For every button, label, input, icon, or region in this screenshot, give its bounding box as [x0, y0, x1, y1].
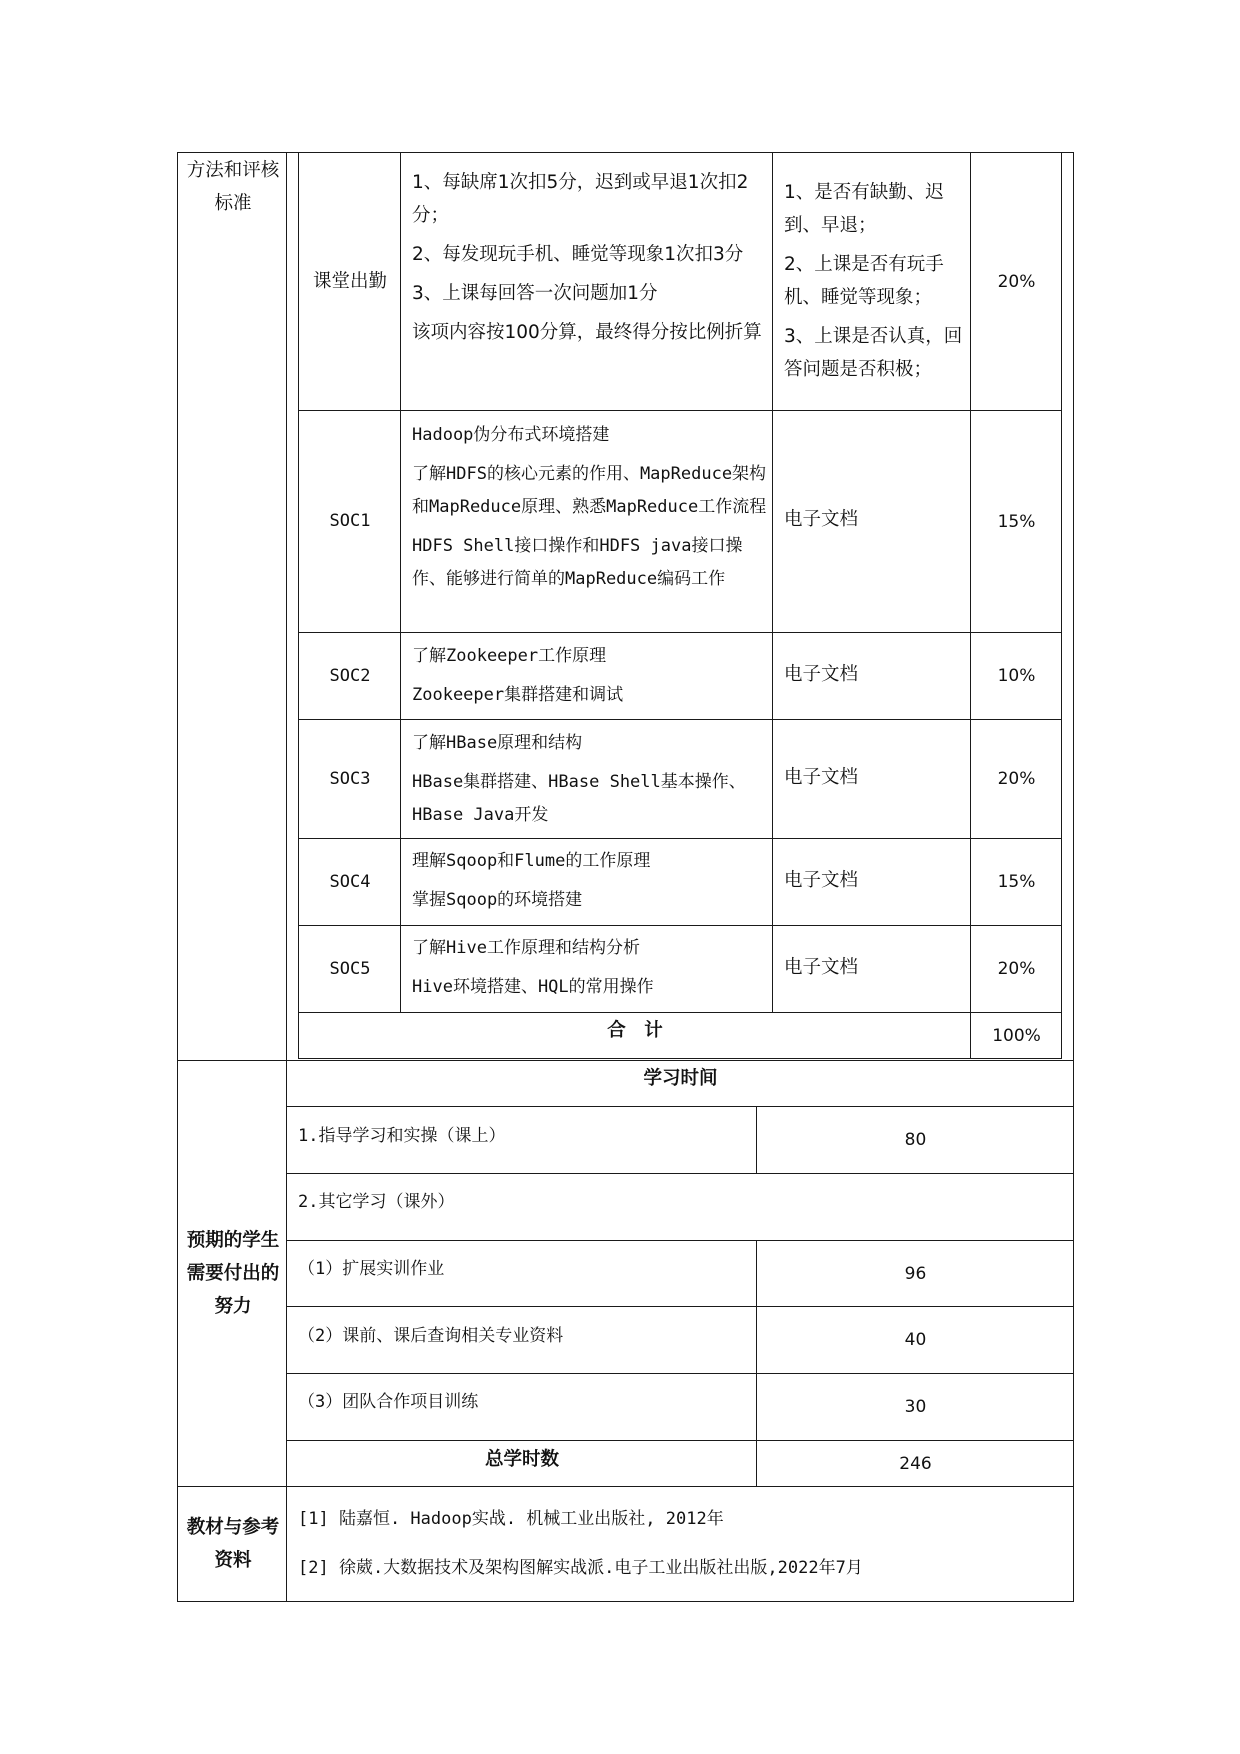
row-method: 电子文档: [784, 870, 859, 891]
method-line: 1、是否有缺勤、迟到、早退；: [784, 182, 944, 236]
nested-row-5: [298, 925, 1062, 926]
row-weight: 20%: [997, 769, 1036, 789]
row-weight: 15%: [997, 872, 1036, 892]
content-line: 1、每缺席1次扣5分，迟到或早退1次扣2分；: [412, 172, 749, 226]
nested-col-3: [970, 152, 971, 1058]
row-name: SOC3: [329, 768, 371, 789]
row-name: SOC1: [329, 511, 371, 531]
references-section-label: 教材与参考资料: [186, 1517, 280, 1571]
list-item: [1] 陆嘉恒. Hadoop实战. 机械工业出版社, 2012年: [298, 1509, 724, 1529]
effort-col-line: [756, 1106, 757, 1173]
effort-value: 80: [904, 1130, 927, 1150]
row-name: SOC5: [329, 958, 371, 979]
table-left-border: [177, 152, 178, 1602]
list-item: （1）扩展实训作业: [298, 1259, 445, 1279]
table-row: [300, 411, 400, 632]
content-line: 了解Zookeeper工作原理: [412, 646, 607, 666]
nested-row-1: [298, 410, 1062, 411]
effort-value: 96: [904, 1263, 927, 1284]
row-weight: 10%: [997, 666, 1036, 686]
row-method: 电子文档: [784, 664, 859, 685]
row-name: SOC2: [329, 665, 371, 686]
nested-top: [298, 152, 1062, 153]
effort-header: 学习时间: [643, 1068, 718, 1089]
row-name: SOC4: [329, 871, 371, 892]
list-item: （2）课前、课后查询相关专业资料: [298, 1326, 564, 1346]
row-weight: 20%: [997, 271, 1036, 292]
section-divider-2: [177, 1486, 1074, 1487]
list-item: 1.指导学习和实操（课上）: [298, 1126, 506, 1146]
content-line: 掌握Sqoop的环境搭建: [412, 890, 583, 910]
list-item: （3）团队合作项目训练: [298, 1392, 479, 1412]
effort-value: 40: [904, 1330, 927, 1350]
row-method: 电子文档: [784, 957, 859, 978]
table-row: [300, 926, 400, 1012]
table-row: [300, 633, 400, 719]
nested-bottom: [298, 1058, 1062, 1059]
content-line: Hive环境搭建、HQL的常用操作: [412, 977, 654, 997]
nested-left: [298, 152, 299, 1058]
content-line: Hadoop伪分布式环境搭建: [412, 425, 610, 445]
effort-col-line: [756, 1240, 757, 1486]
row-content: [412, 727, 768, 832]
content-line: HBase集群搭建、HBase Shell基本操作、HBase Java开发: [412, 772, 746, 825]
effort-row-line: [286, 1173, 1074, 1174]
effort-total-label: 总学时数: [484, 1448, 559, 1470]
content-line: HDFS Shell接口操作和HDFS java接口操作、能够进行简单的MapReduce编码工作: [412, 536, 743, 589]
effort-total-value: 246: [899, 1453, 932, 1474]
effort-section-label: 预期的学生需要付出的努力: [186, 1230, 280, 1317]
content-line: 该项内容按100分算，最终得分按比例折算: [412, 322, 762, 343]
row-content: [412, 640, 768, 712]
row-content: [412, 932, 768, 1004]
nested-row-3: [298, 719, 1062, 720]
method-line: 2、上课是否有玩手机、睡觉等现象；: [784, 254, 944, 308]
assessment-total-label: 合 计: [607, 1020, 663, 1041]
row-weight: 15%: [997, 511, 1036, 532]
row-method: [784, 176, 964, 386]
content-line: 2、每发现玩手机、睡觉等现象1次扣3分: [412, 244, 744, 265]
row-content: [412, 166, 764, 349]
assessment-total-value: 100%: [992, 1025, 1041, 1046]
list-item: 2.其它学习（课外）: [298, 1192, 455, 1212]
row-content: [412, 419, 768, 596]
content-line: Zookeeper集群搭建和调试: [412, 685, 624, 705]
table-bottom-border: [177, 1601, 1074, 1602]
table-row: [300, 153, 400, 410]
content-line: 3、上课每回答一次问题加1分: [412, 283, 658, 304]
nested-col-1: [400, 152, 401, 1013]
row-method: 电子文档: [784, 767, 859, 788]
nested-col-2: [772, 152, 773, 1013]
nested-right: [1061, 152, 1062, 1058]
content-line: 了解HDFS的核心元素的作用、MapReduce架构和MapReduce原理、熟悉MapReduce工作流程: [412, 464, 767, 517]
label-column-divider: [286, 152, 287, 1602]
table-right-border: [1073, 152, 1074, 1602]
table-row: [300, 720, 400, 838]
method-line: 3、上课是否认真，回答问题是否积极；: [784, 326, 963, 380]
content-line: 了解HBase原理和结构: [412, 733, 583, 753]
nested-row-4: [298, 838, 1062, 839]
row-name: 课堂出勤: [312, 271, 387, 292]
row-weight: 20%: [997, 959, 1036, 979]
nested-row-2: [298, 632, 1062, 633]
row-content: [412, 845, 768, 917]
effort-value: 30: [904, 1397, 927, 1417]
content-line: 了解Hive工作原理和结构分析: [412, 938, 640, 958]
table-row: [300, 839, 400, 925]
row-method: 电子文档: [784, 509, 859, 530]
content-line: 理解Sqoop和Flume的工作原理: [412, 851, 651, 871]
list-item: [2] 徐葳.大数据技术及架构图解实战派.电子工业出版社出版,2022年7月: [298, 1558, 863, 1578]
assessment-section-label: 方法和评核标准: [186, 160, 280, 214]
